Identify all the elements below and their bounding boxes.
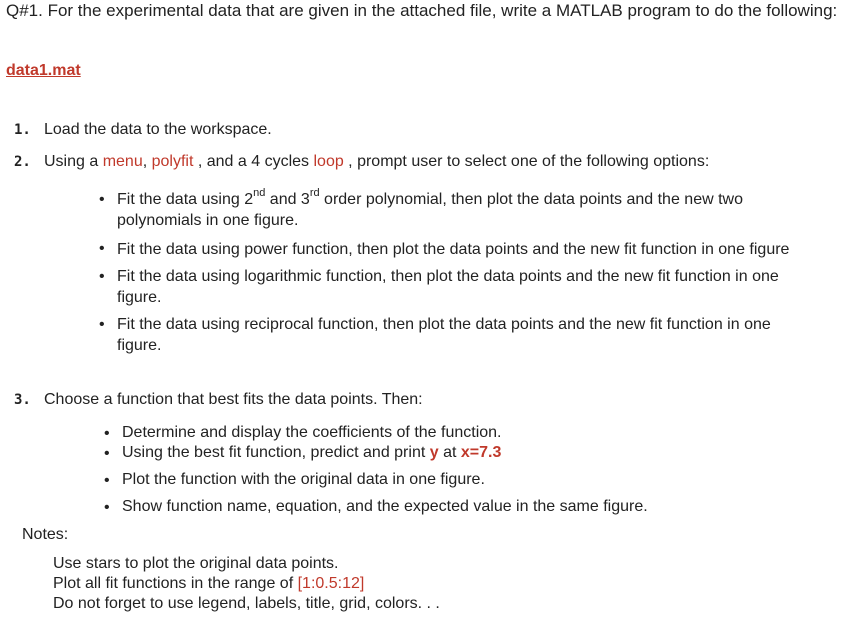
- step-3-bullet-2-x: x=7.3: [460, 444, 502, 461]
- step-3-text: Choose a function that best fits the data points. Then:: [44, 391, 423, 408]
- step-2-loop: loop: [313, 153, 344, 170]
- step-3-bullet-1: Determine and display the coefficients of the function.: [122, 424, 502, 441]
- option-3-line1: Fit the data using logarithmic function, then plot the data points and the new fit function in one: [117, 268, 779, 285]
- step-2-sep: ,: [142, 153, 152, 170]
- notes-line-3: Do not forget to use legend, labels, title, grid, colors. . .: [53, 595, 440, 612]
- option-1-sup-nd: nd: [253, 187, 266, 199]
- option-4-line2: figure.: [117, 337, 162, 354]
- notes-line-2-pre: Plot all fit functions in the range of: [53, 575, 298, 592]
- option-1-b: and 3: [265, 191, 310, 208]
- option-1: [117, 189, 837, 231]
- step-2-polyfit: polyfit: [151, 153, 194, 170]
- notes-label: Notes:: [22, 526, 69, 543]
- option-4-line1: Fit the data using reciprocal function, then plot the data points and the new fit function in one: [117, 316, 771, 333]
- bullet-icon: •: [104, 499, 110, 516]
- step-3-bullet-2-y: y: [429, 444, 439, 461]
- step-1-number: 1.: [14, 122, 31, 138]
- bullet-icon: •: [99, 191, 105, 208]
- bullet-icon: •: [99, 268, 105, 285]
- step-3-bullet-2: [122, 444, 501, 462]
- step-2-post: , prompt user to select one of the following options:: [343, 153, 710, 170]
- option-3: [117, 266, 842, 308]
- step-2-number: 2.: [14, 154, 31, 170]
- data-file-link[interactable]: data1.mat: [6, 62, 81, 79]
- bullet-icon: •: [99, 240, 105, 257]
- step-1-text: Load the data to the workspace.: [44, 121, 272, 138]
- step-2-mid: , and a 4 cycles: [193, 153, 314, 170]
- option-2: Fit the data using power function, then plot the data points and the new fit function in one figure: [117, 241, 790, 258]
- step-3-bullet-3: Plot the function with the original data in one figure.: [122, 471, 485, 488]
- step-2-text: [44, 153, 709, 171]
- notes-range: [1:0.5:12]: [297, 575, 365, 592]
- option-1-c: order polynomial, then plot the data points and the new two: [319, 191, 743, 208]
- step-3-bullet-2-pre: Using the best fit function, predict and print: [122, 444, 430, 461]
- option-1-a: Fit the data using 2: [117, 191, 254, 208]
- bullet-icon: •: [104, 472, 110, 489]
- step-3-bullet-4: Show function name, equation, and the expected value in the same figure.: [122, 498, 648, 515]
- step-2-menu: menu: [102, 153, 143, 170]
- notes-line-2: [53, 575, 364, 593]
- bullet-icon: •: [99, 316, 105, 333]
- step-2-pre: Using a: [44, 153, 103, 170]
- step-3-bullet-2-at: at: [438, 444, 461, 461]
- notes-line-1: Use stars to plot the original data points.: [53, 555, 339, 572]
- bullet-icon: •: [104, 425, 110, 442]
- option-1-sup-rd: rd: [309, 187, 320, 199]
- option-1-line2: polynomials in one figure.: [117, 212, 299, 229]
- bullet-icon: •: [104, 445, 110, 462]
- option-4: [117, 314, 842, 356]
- question-title: Q#1. For the experimental data that are given in the attached file, write a MATLAB program to do the following:: [6, 1, 838, 20]
- option-3-line2: figure.: [117, 289, 162, 306]
- step-3-number: 3.: [14, 392, 31, 408]
